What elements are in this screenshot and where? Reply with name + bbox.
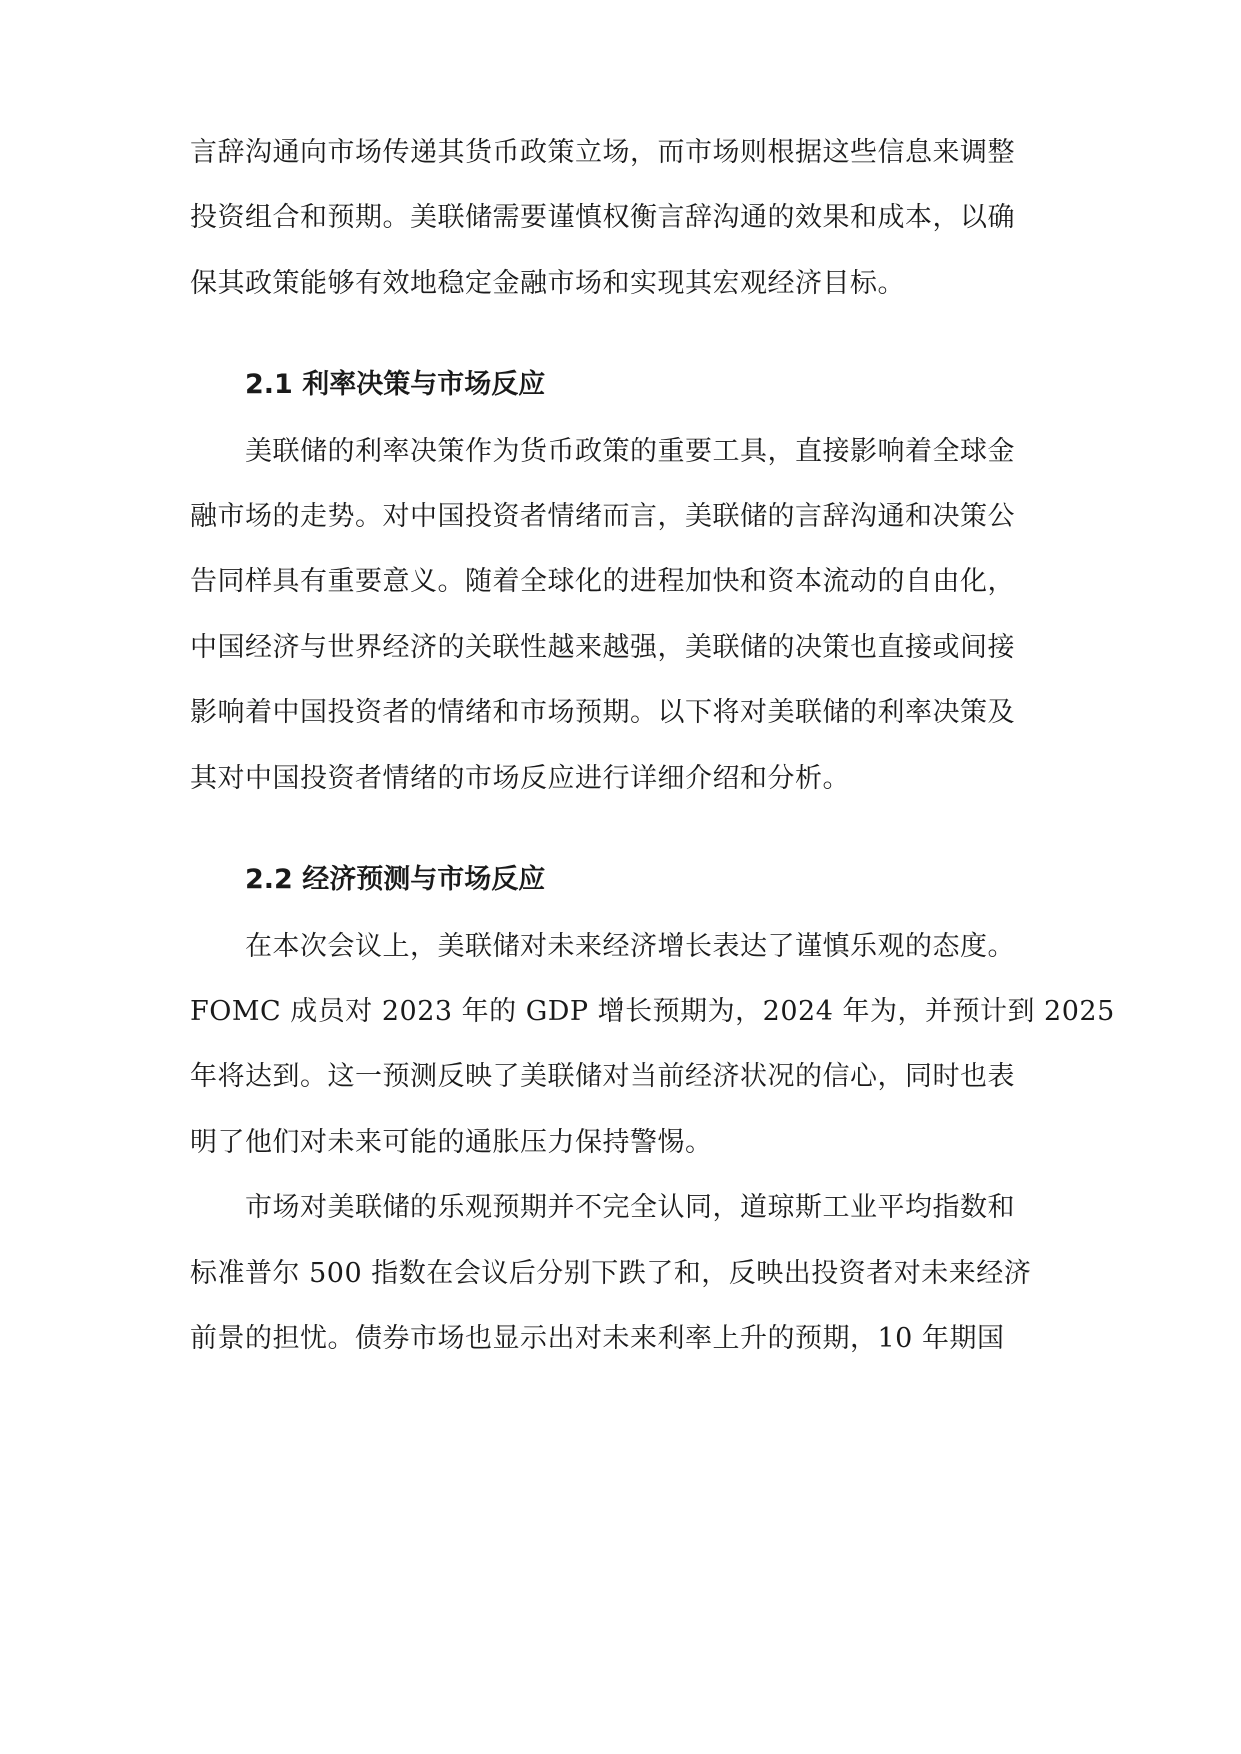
paragraph-line: FOMC 成员对 2023 年的 GDP 增长预期为，2024 年为，并预计到 2025: [190, 996, 1115, 1027]
paragraph-line: 中国经济与世界经济的关联性越来越强，美联储的决策也直接或间接: [190, 632, 1015, 663]
paragraph-line: 明了他们对未来可能的通胀压力保持警惕。: [190, 1127, 713, 1158]
paragraph-line: 保其政策能够有效地稳定金融市场和实现其宏观经济目标。: [190, 268, 905, 299]
paragraph-line: 在本次会议上，美联储对未来经济增长表达了谨慎乐观的态度。: [245, 931, 1015, 962]
section-heading-2-1: 2.1 利率决策与市场反应: [245, 369, 546, 400]
paragraph-line: 影响着中国投资者的情绪和市场预期。以下将对美联储的利率决策及: [190, 697, 1015, 728]
paragraph-line: 投资组合和预期。美联储需要谨慎权衡言辞沟通的效果和成本，以确: [190, 202, 1015, 233]
paragraph-line: 市场对美联储的乐观预期并不完全认同，道琼斯工业平均指数和: [245, 1192, 1015, 1223]
paragraph-line: 融市场的走势。对中国投资者情绪而言，美联储的言辞沟通和决策公: [190, 501, 1015, 532]
paragraph-line: 标准普尔 500 指数在会议后分别下跌了和，反映出投资者对未来经济: [190, 1258, 1032, 1289]
paragraph-line: 年将达到。这一预测反映了美联储对当前经济状况的信心，同时也表: [190, 1061, 1015, 1092]
paragraph-line: 言辞沟通向市场传递其货币政策立场，而市场则根据这些信息来调整: [190, 137, 1015, 168]
paragraph-line: 美联储的利率决策作为货币政策的重要工具，直接影响着全球金: [245, 436, 1015, 467]
paragraph-line: 告同样具有重要意义。随着全球化的进程加快和资本流动的自由化，: [190, 566, 1015, 597]
paragraph-line: 其对中国投资者情绪的市场反应进行详细介绍和分析。: [190, 763, 850, 794]
section-heading-2-2: 2.2 经济预测与市场反应: [245, 864, 546, 895]
paragraph-line: 前景的担忧。债券市场也显示出对未来利率上升的预期，10 年期国: [190, 1323, 1005, 1354]
